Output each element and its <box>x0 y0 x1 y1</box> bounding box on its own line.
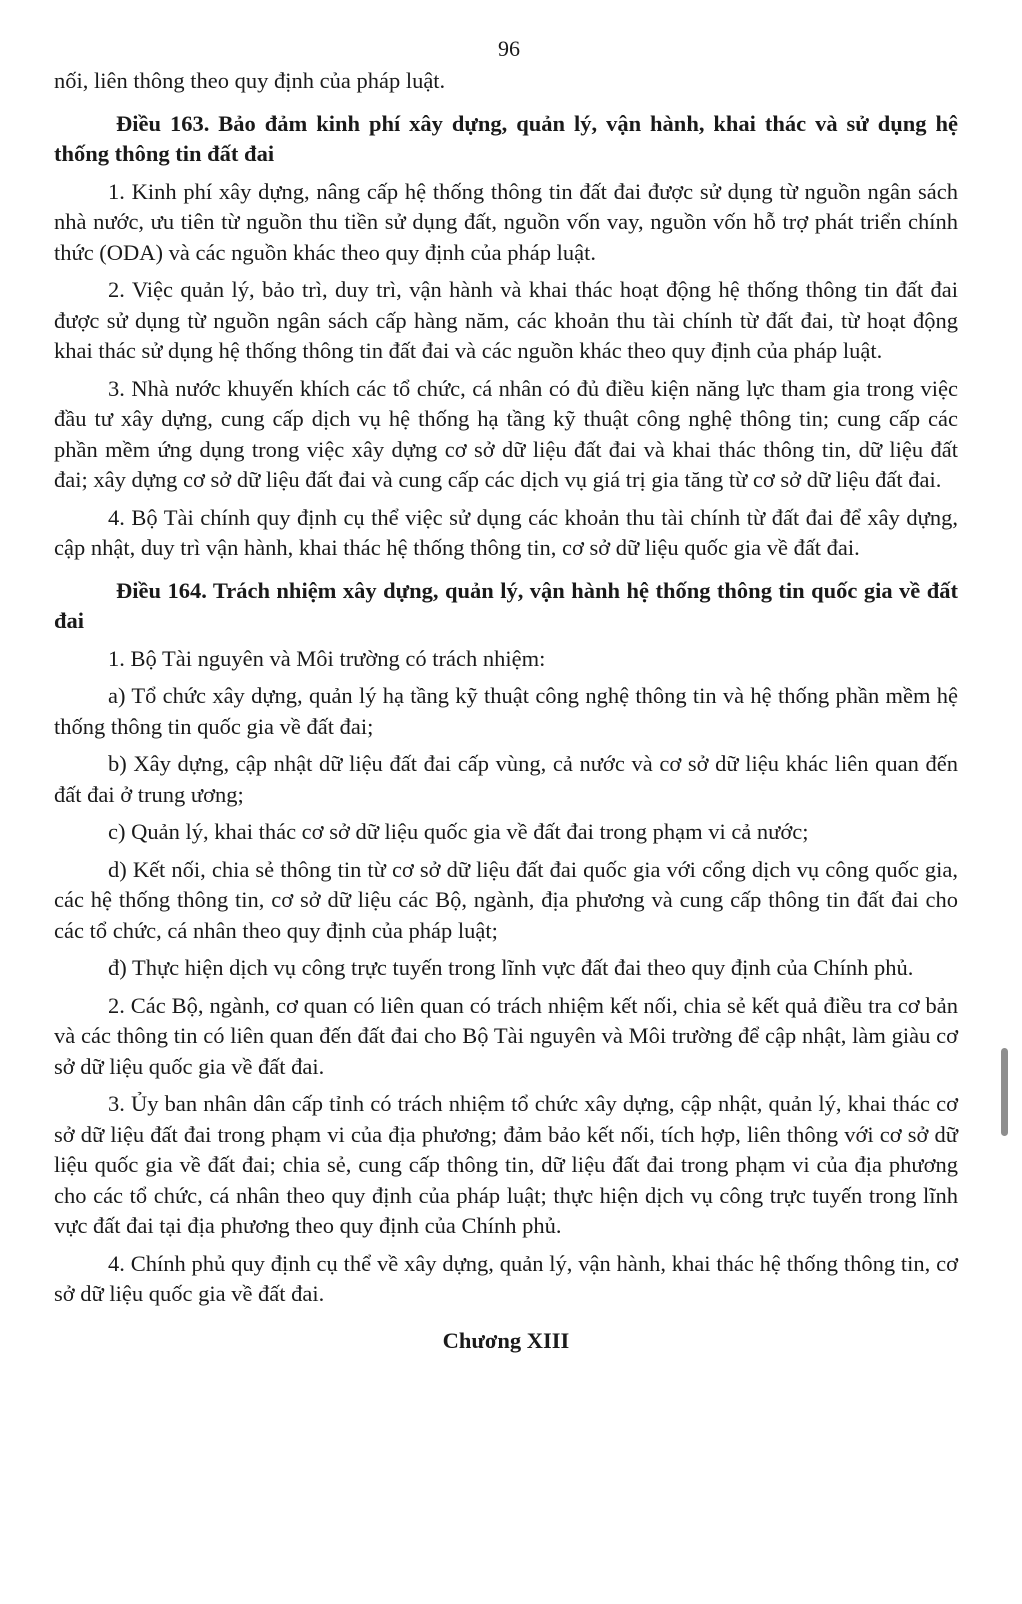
page-number: 96 <box>498 36 520 61</box>
article-164-clause-2: 2. Các Bộ, ngành, cơ quan có liên quan có trách nhiệm kết nối, chia sẻ kết quả điều tra cơ bản và các thông tin có liên quan đến đất đai cho Bộ Tài nguyên và Môi trường để cập nhật, làm giàu cơ sở dữ liệu quốc gia về đất đai. <box>54 992 958 1079</box>
article-164-clause-4: 4. Chính phủ quy định cụ thể về xây dựng, quản lý, vận hành, khai thác hệ thống thông tin, cơ sở dữ liệu quốc gia về đất đai. <box>54 1250 958 1306</box>
chapter-title: Chương XIII <box>442 1327 570 1353</box>
article-163-clause-4: 4. Bộ Tài chính quy định cụ thể việc sử dụng các khoản thu tài chính từ đất đai để xây dựng, cập nhật, duy trì vận hành, khai thác hệ thống thông tin, cơ sở dữ liệu quốc gia về đất đai. <box>54 504 958 560</box>
article-163-title: Điều 163. Bảo đảm kinh phí xây dựng, quản lý, vận hành, khai thác và sử dụng hệ thống thông tin đất đai <box>54 110 958 166</box>
article-164-clause-1a: a) Tổ chức xây dựng, quản lý hạ tầng kỹ thuật công nghệ thông tin và hệ thống phần mềm hệ thống thông tin quốc gia về đất đai; <box>54 683 958 739</box>
lead-paragraph: nối, liên thông theo quy định của pháp luật. <box>54 68 446 93</box>
article-164-title: Điều 164. Trách nhiệm xây dựng, quản lý, vận hành hệ thống thông tin quốc gia về đất đai <box>54 577 958 633</box>
article-164-clause-3: 3. Ủy ban nhân dân cấp tỉnh có trách nhiệm tổ chức xây dựng, cập nhật, quản lý, khai thác cơ sở dữ liệu đất đai trong phạm vi của địa phương; đảm bảo kết nối, tích hợp, liên thông với cơ sở dữ liệu quốc gia về đất đai; chia sẻ, cung cấp thông tin, dữ liệu đất đai trong phạm vi của địa phương cho các tổ chức, cá nhân theo quy định của pháp luật; thực hiện dịch vụ công trực tuyến trong lĩnh vực đất đai tại địa phương theo quy định của Chính phủ. <box>54 1091 958 1238</box>
article-164-clause-1: 1. Bộ Tài nguyên và Môi trường có trách nhiệm: <box>108 645 546 671</box>
article-163-clause-3: 3. Nhà nước khuyến khích các tổ chức, cá nhân có đủ điều kiện năng lực tham gia trong việc đầu tư xây dựng, cung cấp dịch vụ hệ thống hạ tầng kỹ thuật công nghệ thông tin; cung cấp các phần mềm ứng dụng trong việc xây dựng cơ sở dữ liệu đất đai và khai thác thông tin, dữ liệu đất đai; xây dựng cơ sở dữ liệu đất đai và cung cấp các dịch vụ giá trị gia tăng từ cơ sở dữ liệu đất đai. <box>54 375 958 492</box>
article-164-clause-1c: c) Quản lý, khai thác cơ sở dữ liệu quốc gia về đất đai trong phạm vi cả nước; <box>108 819 809 844</box>
article-164-clause-1dd: đ) Thực hiện dịch vụ công trực tuyến trong lĩnh vực đất đai theo quy định của Chính phủ. <box>108 955 914 980</box>
article-164-clause-1b: b) Xây dựng, cập nhật dữ liệu đất đai cấp vùng, cả nước và cơ sở dữ liệu khác liên quan đến đất đai ở trung ương; <box>54 751 958 807</box>
article-164-clause-1d: d) Kết nối, chia sẻ thông tin từ cơ sở dữ liệu đất đai quốc gia với cổng dịch vụ công quốc gia, các hệ thống thông tin, cơ sở dữ liệu các Bộ, ngành, địa phương và cung cấp thông tin đất đai cho các tổ chức, cá nhân theo quy định của pháp luật; <box>54 856 958 943</box>
article-163-clause-1: 1. Kinh phí xây dựng, nâng cấp hệ thống thông tin đất đai được sử dụng từ nguồn ngân sách nhà nước, ưu tiên từ nguồn thu tiền sử dụng đất, nguồn vốn vay, nguồn vốn hỗ trợ phát triển chính thức (ODA) và các nguồn khác theo quy định của pháp luật. <box>54 178 958 265</box>
document-page <box>54 36 958 1354</box>
article-163-clause-2: 2. Việc quản lý, bảo trì, duy trì, vận hành và khai thác hoạt động hệ thống thông tin đất đai được sử dụng từ nguồn ngân sách cấp hàng năm, các khoản thu tài chính từ đất đai, từ hoạt động khai thác sử dụng hệ thống thông tin đất đai và các nguồn khác theo quy định của pháp luật. <box>54 277 958 363</box>
vertical-scrollbar[interactable] <box>1001 1048 1008 1136</box>
